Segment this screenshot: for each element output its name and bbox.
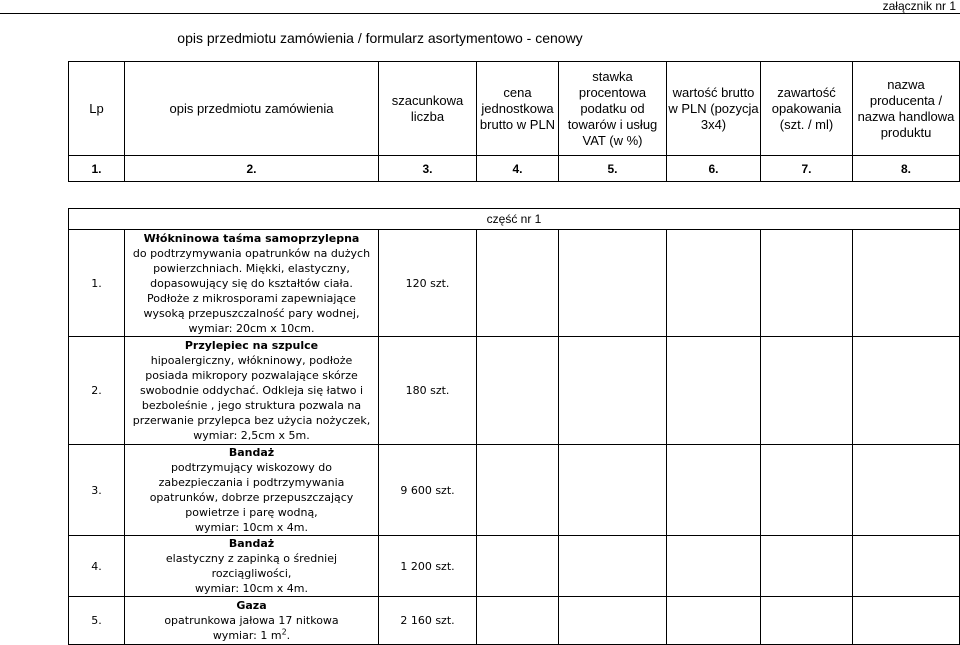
- item-details: hipoalergiczny, włókninowy, podłoże posiada mikropory pozwalające skórze swobodnie oddychać. Odkleja się łatwo i bezboleśnie , jego struktura pozwala na przerwanie przylepca bez użycia nożyczek,: [132, 354, 371, 427]
- vat-rate-cell[interactable]: [559, 337, 667, 445]
- column-number: 4.: [477, 156, 559, 182]
- package-content-cell[interactable]: [761, 536, 853, 597]
- gross-value-cell[interactable]: [667, 536, 761, 597]
- producer-cell[interactable]: [853, 536, 960, 597]
- item-quantity: 120 szt.: [379, 230, 477, 337]
- item-size-superscript: 2: [281, 627, 287, 637]
- column-number: 8.: [853, 156, 960, 182]
- column-number: 7.: [761, 156, 853, 182]
- column-number-row: [69, 156, 960, 182]
- gross-value-cell[interactable]: [667, 445, 761, 536]
- header-quantity: szacunkowa liczba: [379, 62, 477, 156]
- spacer-row: [69, 182, 960, 209]
- item-name: Włókninowa taśma samoprzylepna: [143, 231, 360, 245]
- column-number: 5.: [559, 156, 667, 182]
- column-number: 3.: [379, 156, 477, 182]
- item-quantity: 2 160 szt.: [379, 597, 477, 645]
- item-description: [125, 445, 379, 536]
- header-unit-price: cena jednostkowa brutto w PLN: [477, 62, 559, 156]
- item-name: Bandaż: [228, 537, 275, 550]
- part-row: [69, 209, 960, 230]
- document-title: opis przedmiotu zamówienia / formularz asortymentowo - cenowy: [177, 30, 583, 46]
- item-quantity: 9 600 szt.: [379, 445, 477, 536]
- table-row: [69, 230, 960, 337]
- item-description: [125, 536, 379, 597]
- spacer-cell: [69, 182, 960, 209]
- item-details: do podtrzymywania opatrunków na dużych powierzchniach. Miękki, elastyczny, dopasowujący się do kształtów ciała. Podłoże z mikrosporami zapewniające wysoką przepuszczalność pary wodnej,: [132, 246, 371, 320]
- item-lp: 3.: [69, 445, 125, 536]
- item-description: [125, 597, 379, 645]
- vat-rate-cell[interactable]: [559, 230, 667, 337]
- table-row: [69, 597, 960, 645]
- unit-price-cell[interactable]: [477, 536, 559, 597]
- item-size-end: .: [286, 629, 291, 642]
- gross-value-cell[interactable]: [667, 597, 761, 645]
- producer-cell[interactable]: [853, 230, 960, 337]
- item-size: wymiar: 20cm x 10cm.: [188, 321, 315, 335]
- package-content-cell[interactable]: [761, 230, 853, 337]
- vat-rate-cell[interactable]: [559, 445, 667, 536]
- column-number: 1.: [69, 156, 125, 182]
- gross-value-cell[interactable]: [667, 337, 761, 445]
- table-row: [69, 536, 960, 597]
- item-details: opatrunkowa jałowa 17 nitkowa: [164, 614, 339, 627]
- package-content-cell[interactable]: [761, 597, 853, 645]
- unit-price-cell[interactable]: [477, 445, 559, 536]
- item-size: wymiar: 10cm x 4m.: [194, 521, 309, 534]
- part-label: część nr 1: [69, 209, 960, 230]
- column-number: 6.: [667, 156, 761, 182]
- item-size: [128, 628, 375, 643]
- header-producer: nazwa producenta / nazwa handlowa produktu: [853, 62, 960, 156]
- header-lp: Lp: [69, 62, 125, 156]
- item-lp: 4.: [69, 536, 125, 597]
- producer-cell[interactable]: [853, 337, 960, 445]
- header-vat-rate: stawka procentowa podatku od towarów i usług VAT (w %): [559, 62, 667, 156]
- item-details: elastyczny z zapinką o średniej rozciągliwości,: [165, 552, 338, 580]
- package-content-cell[interactable]: [761, 445, 853, 536]
- unit-price-cell[interactable]: [477, 337, 559, 445]
- item-lp: 5.: [69, 597, 125, 645]
- item-details: podtrzymujący wiskozowy do zabezpieczania i podtrzymywania opatrunków, dobrze przepuszczający powietrze i parę wodną,: [149, 461, 354, 519]
- header-row: [69, 62, 960, 156]
- annex-label: załącznik nr 1: [0, 0, 960, 14]
- package-content-cell[interactable]: [761, 337, 853, 445]
- header-gross-value: wartość brutto w PLN (pozycja 3x4): [667, 62, 761, 156]
- item-lp: 1.: [69, 230, 125, 337]
- assortment-table: [68, 61, 960, 645]
- item-lp: 2.: [69, 337, 125, 445]
- item-name: Bandaż: [228, 446, 275, 459]
- column-number: 2.: [125, 156, 379, 182]
- item-name: Przylepiec na szpulce: [184, 339, 319, 352]
- unit-price-cell[interactable]: [477, 230, 559, 337]
- vat-rate-cell[interactable]: [559, 536, 667, 597]
- unit-price-cell[interactable]: [477, 597, 559, 645]
- table-row: [69, 445, 960, 536]
- item-description: [125, 337, 379, 445]
- header-package-content: zawartość opakowania (szt. / ml): [761, 62, 853, 156]
- vat-rate-cell[interactable]: [559, 597, 667, 645]
- table-row: [69, 337, 960, 445]
- gross-value-cell[interactable]: [667, 230, 761, 337]
- item-quantity: 180 szt.: [379, 337, 477, 445]
- header-description: opis przedmiotu zamówienia: [125, 62, 379, 156]
- item-description: [125, 230, 379, 337]
- producer-cell[interactable]: [853, 445, 960, 536]
- producer-cell[interactable]: [853, 597, 960, 645]
- item-size-text: wymiar: 1 m: [212, 629, 282, 642]
- item-quantity: 1 200 szt.: [379, 536, 477, 597]
- item-size: wymiar: 2,5cm x 5m.: [193, 429, 310, 442]
- item-name: Gaza: [236, 599, 267, 612]
- item-size: wymiar: 10cm x 4m.: [194, 582, 309, 595]
